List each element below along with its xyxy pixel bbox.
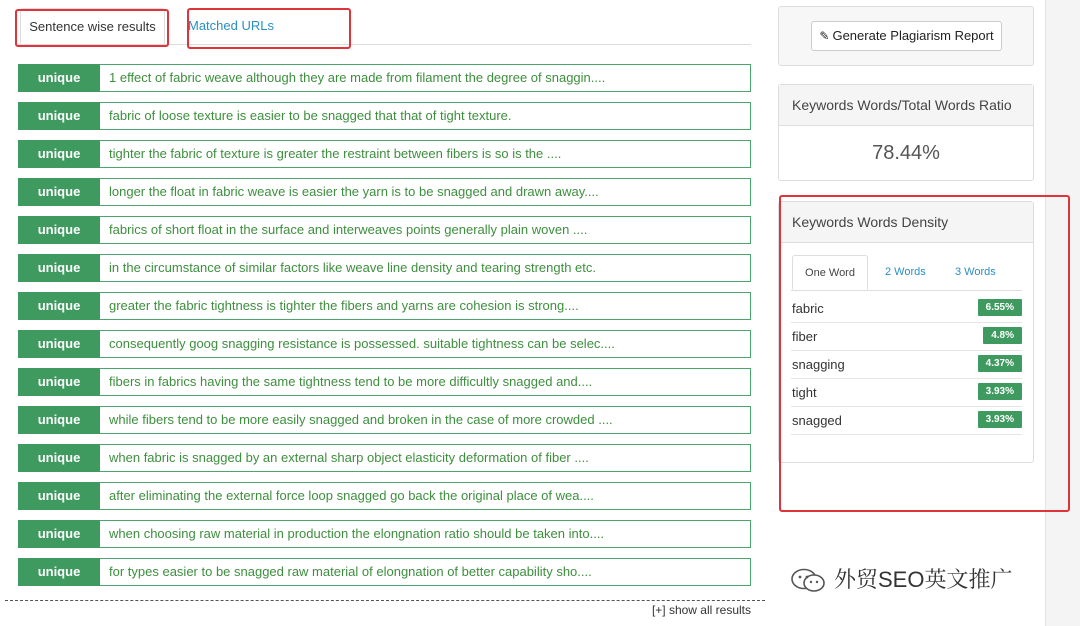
ratio-panel-heading: Keywords Words/Total Words Ratio	[779, 85, 1033, 126]
unique-badge: unique	[18, 368, 100, 396]
result-row	[18, 178, 751, 206]
result-row	[18, 330, 751, 358]
keyword-word: tight	[792, 385, 817, 400]
unique-badge: unique	[18, 520, 100, 548]
result-sentence: when choosing raw material in production the elongnation ratio should be taken into....	[100, 520, 751, 548]
result-sentence: fibers in fabrics having the same tightness tend to be more difficultly snagged and....	[100, 368, 751, 396]
result-row	[18, 482, 751, 510]
result-sentence: tighter the fabric of texture is greater the restraint between fibers is so is the ....	[100, 140, 751, 168]
unique-badge: unique	[18, 558, 100, 586]
ratio-value: 78.44%	[872, 142, 940, 164]
keyword-row	[791, 323, 1022, 351]
keyword-percent-badge: 6.55%	[978, 299, 1022, 316]
unique-badge: unique	[18, 330, 100, 358]
keyword-density-panel	[778, 201, 1034, 463]
keyword-word: fiber	[792, 329, 818, 344]
unique-badge: unique	[18, 216, 100, 244]
result-sentence: after eliminating the external force loop snagged go back the original place of wea....	[100, 482, 751, 510]
result-row	[18, 102, 751, 130]
result-sentence: 1 effect of fabric weave although they are made from filament the degree of snaggin....	[100, 64, 751, 92]
density-tabs	[791, 255, 1022, 291]
unique-badge: unique	[18, 140, 100, 168]
results-tabs	[18, 8, 751, 45]
watermark	[790, 565, 1012, 595]
generate-plagiarism-report-button[interactable]	[811, 21, 1002, 51]
show-all-results-link[interactable]: [+] show all results	[651, 603, 751, 617]
page-edge-strip	[1045, 0, 1080, 626]
result-sentence: longer the float in fabric weave is easier the yarn is to be snagged and drawn away....	[100, 178, 751, 206]
result-row	[18, 368, 751, 396]
keyword-row	[791, 379, 1022, 407]
keyword-row	[791, 295, 1022, 323]
tab-sentence-wise-results[interactable]: Sentence wise results	[20, 8, 165, 44]
unique-badge: unique	[18, 102, 100, 130]
result-row	[18, 64, 751, 92]
result-sentence: fabric of loose texture is easier to be snagged that that of tight texture.	[100, 102, 751, 130]
result-row	[18, 292, 751, 320]
result-row	[18, 216, 751, 244]
unique-badge: unique	[18, 406, 100, 434]
keyword-percent-badge: 3.93%	[978, 383, 1022, 400]
unique-badge: unique	[18, 64, 100, 92]
wechat-icon	[790, 568, 828, 594]
result-row	[18, 140, 751, 168]
keyword-row	[791, 351, 1022, 379]
pencil-icon: ✎	[819, 29, 830, 43]
keyword-ratio-panel	[778, 84, 1034, 181]
result-row	[18, 520, 751, 548]
result-row	[18, 444, 751, 472]
keyword-row	[791, 407, 1022, 435]
report-button-label: Generate Plagiarism Report	[832, 28, 994, 43]
result-row	[18, 406, 751, 434]
result-sentence: fabrics of short float in the surface and interweaves points generally plain woven ....	[100, 216, 751, 244]
watermark-text: 外贸SEO英文推广	[834, 567, 1013, 592]
result-sentence: when fabric is snagged by an external sharp object elasticity deformation of fiber ....	[100, 444, 751, 472]
unique-badge: unique	[18, 292, 100, 320]
unique-badge: unique	[18, 254, 100, 282]
unique-badge: unique	[18, 178, 100, 206]
result-row	[18, 254, 751, 282]
tab-two-words[interactable]: 2 Words	[885, 266, 926, 278]
keyword-word: snagging	[792, 357, 845, 372]
tab-one-word[interactable]: One Word	[792, 255, 868, 290]
keyword-word: snagged	[792, 413, 842, 428]
result-sentence: while fibers tend to be more easily snagged and broken in the case of more crowded ....	[100, 406, 751, 434]
result-sentence: in the circumstance of similar factors like weave line density and tearing strength etc.	[100, 254, 751, 282]
unique-badge: unique	[18, 444, 100, 472]
report-panel	[778, 6, 1034, 66]
keyword-word: fabric	[792, 301, 824, 316]
result-sentence: for types easier to be snagged raw material of elongnation of better capability sho....	[100, 558, 751, 586]
keyword-percent-badge: 3.93%	[978, 411, 1022, 428]
keyword-percent-badge: 4.37%	[978, 355, 1022, 372]
tab-three-words[interactable]: 3 Words	[955, 266, 996, 278]
result-row	[18, 558, 751, 586]
results-divider	[5, 600, 765, 601]
result-sentence: greater the fabric tightness is tighter the fibers and yarns are cohesion is strong....	[100, 292, 751, 320]
keyword-percent-badge: 4.8%	[983, 327, 1022, 344]
density-panel-heading: Keywords Words Density	[779, 202, 1033, 243]
result-sentence: consequently goog snagging resistance is possessed. suitable tightness can be selec....	[100, 330, 751, 358]
unique-badge: unique	[18, 482, 100, 510]
tab-matched-urls[interactable]: Matched URLs	[188, 18, 274, 33]
